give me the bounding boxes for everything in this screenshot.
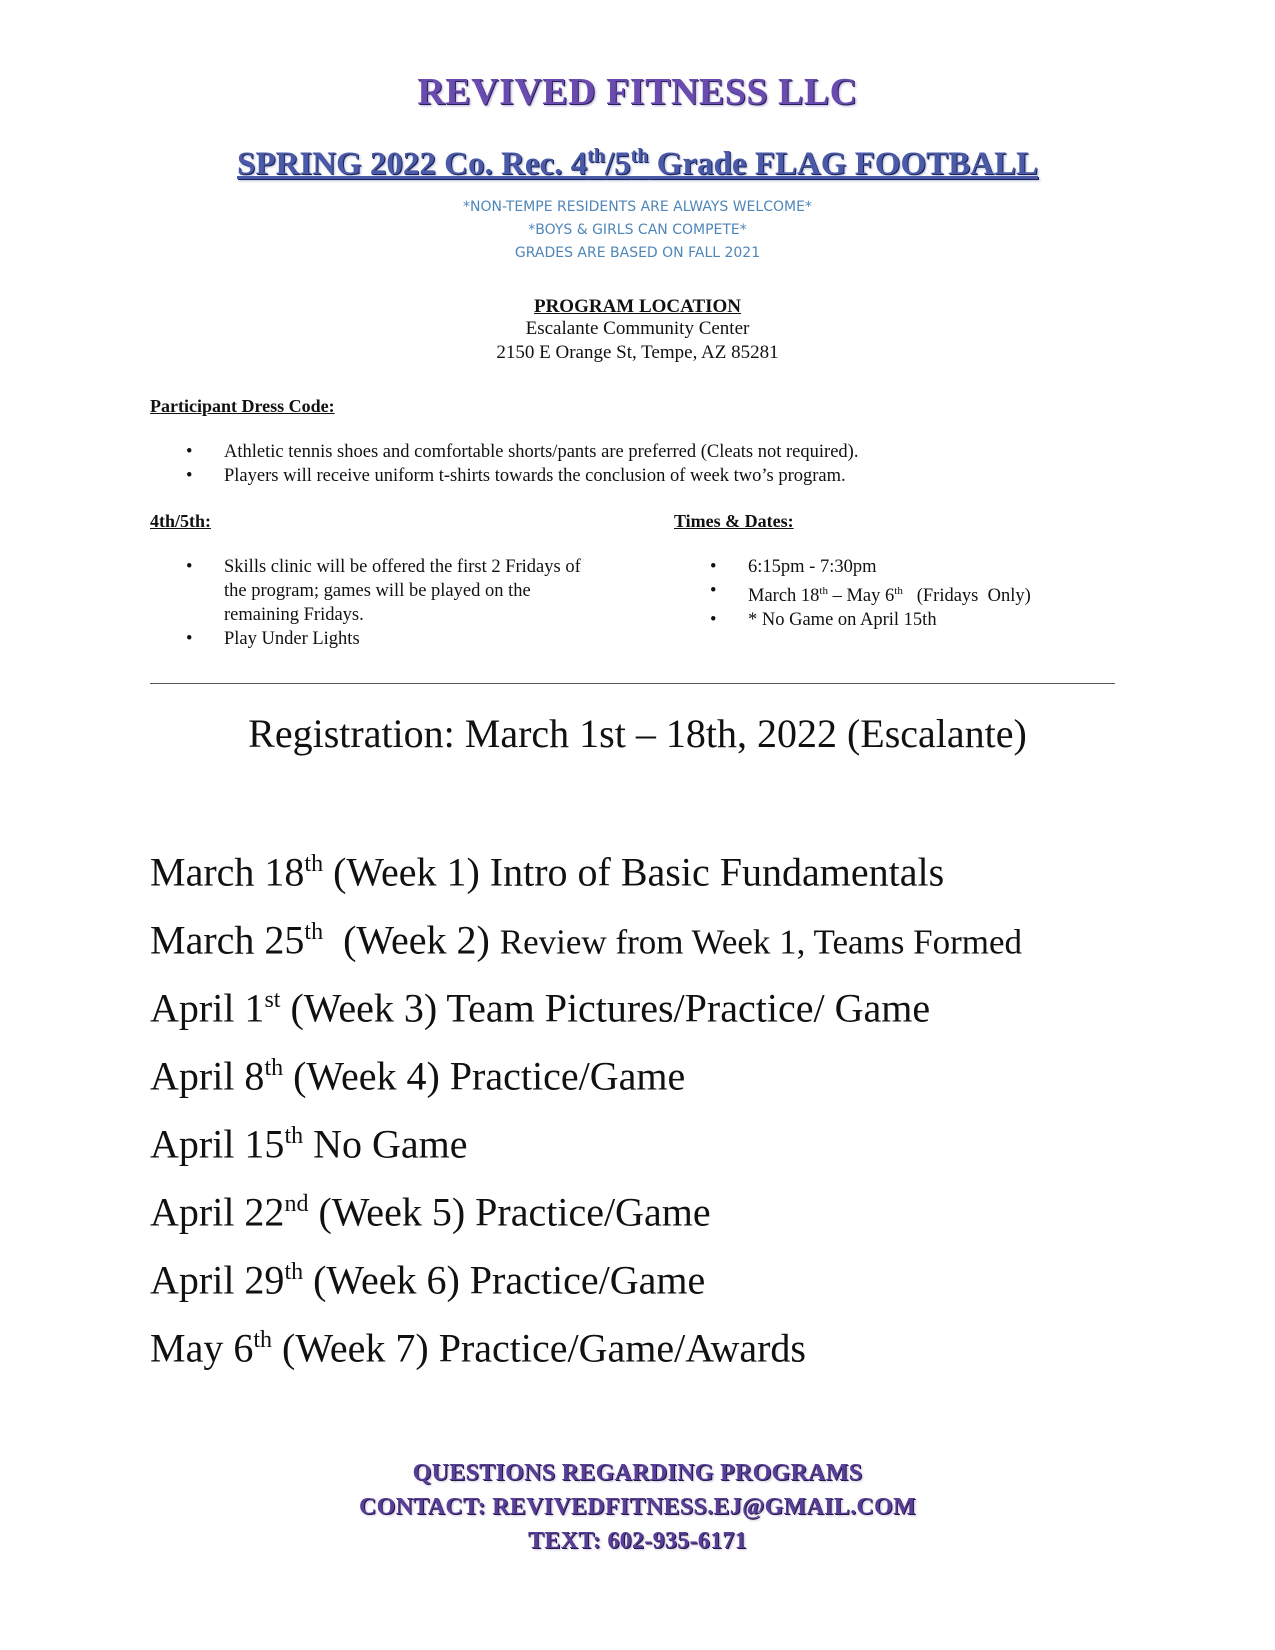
grades-heading: 4th/5th: (150, 511, 212, 531)
schedule-row: May 6th (Week 7) Practice/Game/Awards (150, 1325, 806, 1371)
list-item: • 6:15pm - 7:30pm (710, 557, 877, 577)
schedule-row: April 15th No Game (150, 1121, 468, 1167)
schedule-row: March 25th (Week 2) Review from Week 1, Teams Formed (150, 917, 1022, 963)
note-line: *NON-TEMPE RESIDENTS ARE ALWAYS WELCOME* (463, 199, 812, 215)
schedule-row: April 1st (Week 3) Team Pictures/Practice/ Game (150, 985, 931, 1031)
schedule-row: March 18th (Week 1) Intro of Basic Fundamentals (150, 849, 945, 895)
times-heading: Times & Dates: (674, 511, 794, 531)
schedule-row: April 8th (Week 4) Practice/Game (150, 1053, 686, 1099)
program-subtitle: SPRING 2022 Co. Rec. 4th/5th Grade FLAG FOOTBALL (236, 145, 1039, 182)
dress-code-heading: Participant Dress Code: (150, 396, 335, 416)
list-item: • Athletic tennis shoes and comfortable shorts/pants are preferred (Cleats not required). (186, 442, 859, 462)
list-item: • * No Game on April 15th (710, 610, 937, 631)
times-list (674, 555, 1114, 632)
page-title: REVIVED FITNESS LLC (417, 71, 858, 113)
grades-list (150, 555, 590, 651)
list-item: • Players will receive uniform t-shirts towards the conclusion of week two’s program. (186, 466, 846, 486)
schedule-row: April 22nd (Week 5) Practice/Game (150, 1189, 711, 1235)
list-item: • Play Under Lights (186, 629, 360, 649)
footer-contact-email: CONTACT: REVIVEDFITNESS.EJ@GMAIL.COM (359, 1494, 916, 1520)
note-line: *BOYS & GIRLS CAN COMPETE* (528, 222, 747, 238)
footer-questions: QUESTIONS REGARDING PROGRAMS (412, 1460, 863, 1486)
list-item: • Skills clinic will be offered the first 2 Fridays of the program; games will be played on the remaining Fridays. (186, 557, 581, 625)
location-name: Escalante Community Center (525, 318, 750, 339)
divider (150, 683, 1115, 684)
location-heading: PROGRAM LOCATION (533, 296, 742, 317)
schedule-row: April 29th (Week 6) Practice/Game (150, 1257, 706, 1303)
note-line: GRADES ARE BASED ON FALL 2021 (514, 245, 761, 261)
weekly-schedule (150, 840, 1150, 1384)
list-item: • March 18th – May 6th (Fridays Only) (710, 581, 1031, 607)
dress-code-list (150, 440, 1050, 488)
footer-text-number: TEXT: 602-935-6171 (528, 1528, 747, 1554)
registration-dates: Registration: March 1st – 18th, 2022 (Escalante) (248, 711, 1027, 756)
location-address: 2150 E Orange St, Tempe, AZ 85281 (496, 342, 779, 363)
eligibility-notes (0, 196, 1275, 265)
